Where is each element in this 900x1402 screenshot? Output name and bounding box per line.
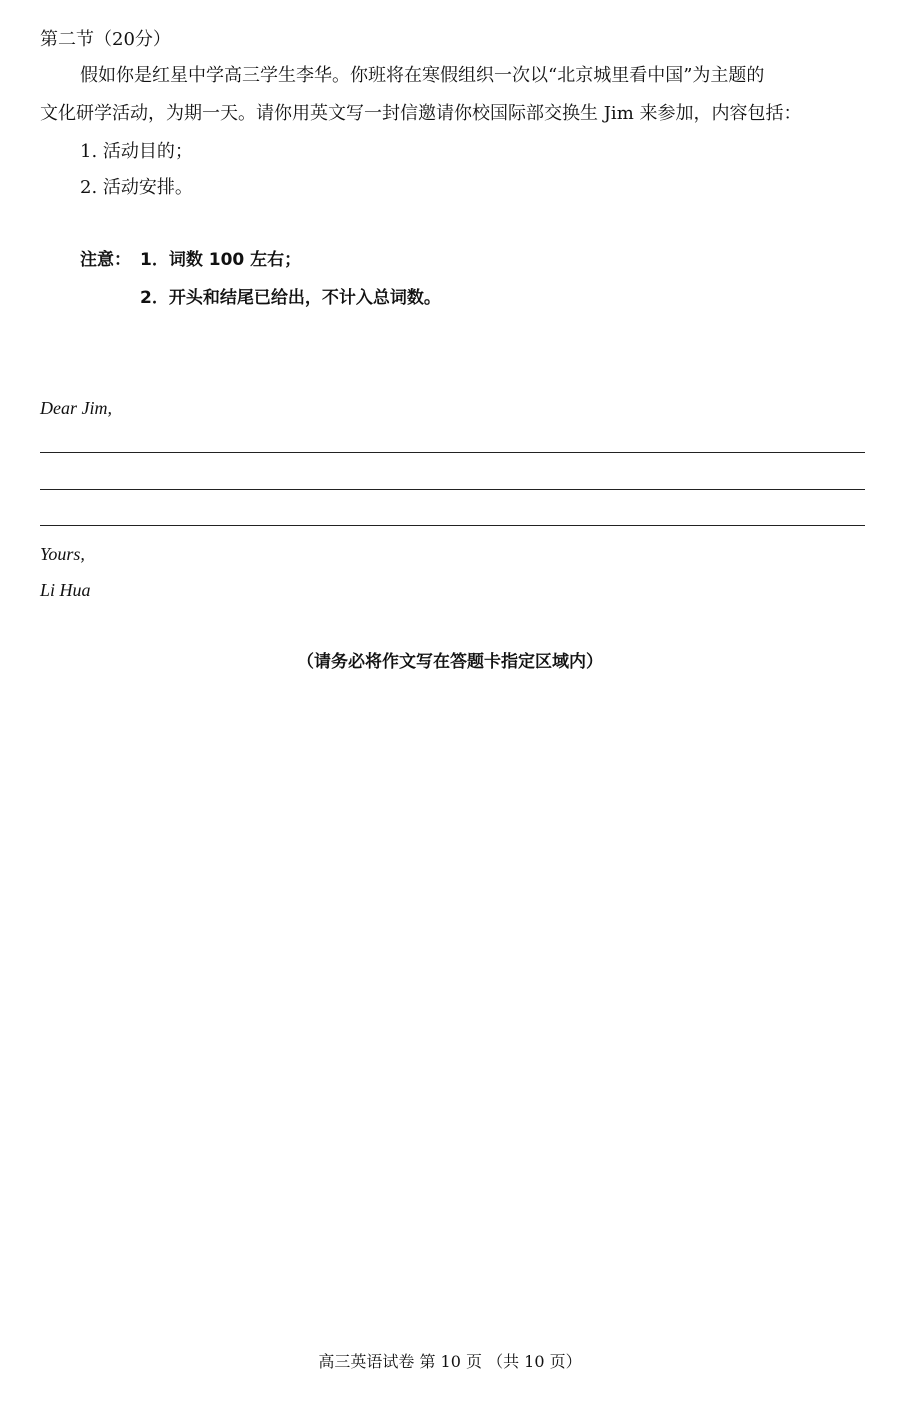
letter-signature: Li Hua — [40, 580, 91, 600]
note-item-word-count: 1．词数 100 左右； — [140, 250, 302, 270]
letter-closing: Yours, — [40, 544, 85, 564]
content-item-arrangement: 2. 活动安排。 — [80, 177, 193, 198]
note-label: 注意： — [80, 250, 131, 270]
letter-salutation: Dear Jim, — [40, 398, 112, 418]
content-item-purpose: 1. 活动目的； — [80, 141, 193, 162]
writing-line — [40, 452, 865, 453]
page-footer: 高三英语试卷 第 10 页 （共 10 页） — [318, 1352, 582, 1371]
prompt-line-1: 假如你是红星中学高三学生李华。你班将在寒假组织一次以“北京城里看中国”为主题的 — [80, 65, 765, 86]
writing-line — [40, 489, 865, 490]
prompt-line-2: 文化研学活动，为期一天。请你用英文写一封信邀请你校国际部交换生 Jim 来参加，内容包括： — [40, 103, 802, 124]
answer-sheet-instruction: （请务必将作文写在答题卡指定区域内） — [297, 652, 603, 672]
note-item-opening-closing: 2．开头和结尾已给出，不计入总词数。 — [140, 288, 441, 308]
section-title: 第二节（20分） — [40, 29, 171, 50]
writing-line — [40, 525, 865, 526]
